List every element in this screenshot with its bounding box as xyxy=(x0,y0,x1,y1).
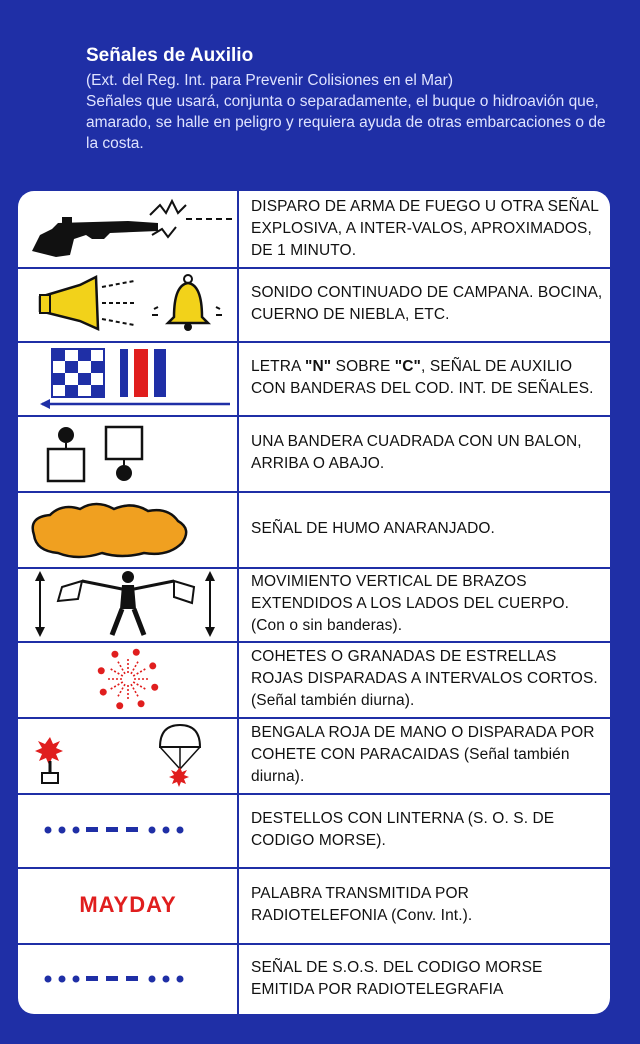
morse-sos-lantern-icon xyxy=(18,793,238,867)
morse-sos-radio-icon xyxy=(18,943,238,1014)
signal-text: BENGALA ROJA DE MANO O DISPARADA POR COHETE CON PARACAIDAS (Señal también diurna). xyxy=(251,724,595,785)
signal-row-arms xyxy=(18,567,610,643)
signal-text: DISPARO DE ARMA DE FUEGO U OTRA SEÑAL EXPLOSIVA, A INTER-VALOS, APROXIMADOS, DE 1 MINUTO. xyxy=(251,198,599,259)
page-subtitle: (Ext. del Reg. Int. para Prevenir Colisiones en el Mar) xyxy=(86,72,453,89)
square-flag-ball-icon xyxy=(18,415,238,491)
signal-row-mayday xyxy=(18,867,610,945)
signal-row-radio xyxy=(18,943,610,1014)
page-title: Señales de Auxilio xyxy=(86,45,254,66)
signal-text: MOVIMIENTO VERTICAL DE BRAZOS EXTENDIDOS A LOS LADOS DEL CUERPO. (Con o sin banderas). xyxy=(251,573,570,634)
signal-text: PALABRA TRANSMITIDA POR RADIOTELEFONIA (Conv. Int.). xyxy=(251,885,473,924)
red-star-rockets-icon xyxy=(18,641,238,717)
signal-row-rockets xyxy=(18,641,610,719)
mayday-word: MAYDAY xyxy=(79,892,177,917)
signal-row-flags xyxy=(18,341,610,417)
nc-flags-icon xyxy=(18,341,238,415)
red-flare-parachute-icon xyxy=(18,717,238,793)
horn-and-bell-icon xyxy=(18,267,238,341)
header xyxy=(86,44,606,154)
signal-text: COHETES O GRANADAS DE ESTRELLAS ROJAS DISPARADAS A INTERVALOS CORTOS. (Señal también diurna). xyxy=(251,648,598,709)
signal-row-lantern xyxy=(18,793,610,869)
signal-row-sound xyxy=(18,267,610,343)
orange-smoke-icon xyxy=(18,491,238,567)
signal-text: SONIDO CONTINUADO DE CAMPANA. BOCINA, CUERNO DE NIEBLA, ETC. xyxy=(251,284,603,323)
signals-card xyxy=(18,191,610,1014)
arm-movement-icon xyxy=(18,567,238,641)
signal-row-smoke xyxy=(18,491,610,569)
page-description: Señales que usará, conjunta o separadamente, el buque o hidroavión que, amarado, se halle en peligro y requiera ayuda de otras embarcaciones o de la costa. xyxy=(86,93,606,152)
signal-text: LETRA "N" SOBRE "C", SEÑAL DE AUXILIO CON BANDERAS DEL COD. INT. DE SEÑALES. xyxy=(251,358,594,397)
signal-row-flag-ball xyxy=(18,415,610,493)
signal-text: UNA BANDERA CUADRADA CON UN BALON, ARRIBA O ABAJO. xyxy=(251,433,582,472)
revolver-firing-icon xyxy=(18,191,238,267)
signal-text: DESTELLOS CON LINTERNA (S. O. S. DE CODIGO MORSE). xyxy=(251,810,555,849)
signal-text: SEÑAL DE HUMO ANARANJADO. xyxy=(251,520,495,537)
signal-text: SEÑAL DE S.O.S. DEL CODIGO MORSE EMITIDA POR RADIOTELEGRAFIA xyxy=(251,958,543,998)
signal-row-gunfire xyxy=(18,191,610,269)
signal-row-flare xyxy=(18,717,610,795)
